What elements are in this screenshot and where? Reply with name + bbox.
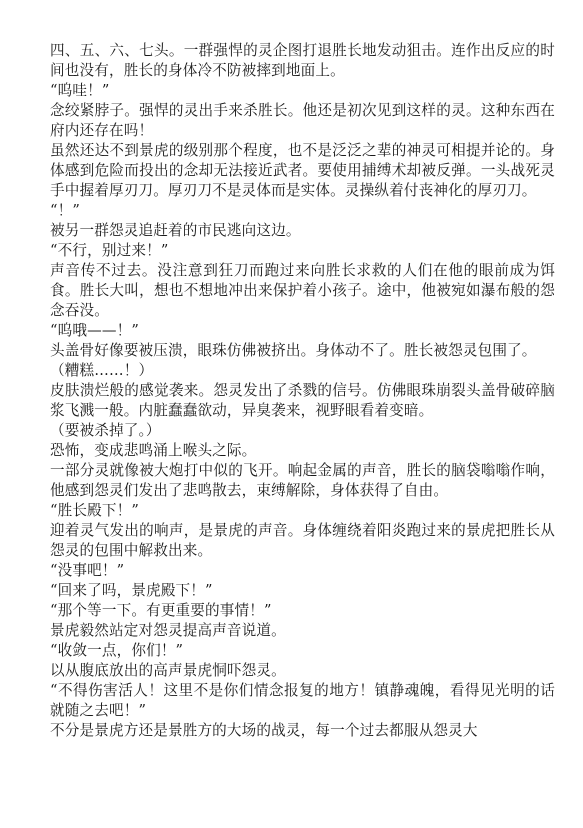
paragraph-6: 被另一群怨灵追赶着的市民逃向这边。 bbox=[50, 222, 301, 239]
paragraph-14: 恐怖，变成悲鸣涌上喉头之际。 bbox=[50, 442, 257, 459]
paragraph-1: 四、五、六、七头。一群强悍的灵企图打退胜长地发动狙击。连作出反应的时间也没有，胜长的身体冷不防被摔到地面上。 bbox=[50, 42, 555, 79]
paragraph-7: “不行，别过来！” bbox=[50, 242, 169, 259]
paragraph-5: “！” bbox=[50, 202, 80, 219]
paragraph-24: “不得伤害活人！这里不是你们情念报复的地方！镇静魂魄，看得见光明的话就随之去吧！” bbox=[50, 682, 555, 719]
paragraph-3: 念绞紧脖子。强悍的灵出手来杀胜长。他还是初次见到这样的灵。这种东西在府内还存在吗！ bbox=[50, 102, 555, 139]
paragraph-16: “胜长殿下！” bbox=[50, 502, 139, 519]
paragraph-23: 以从腹底放出的高声景虎恫吓怨灵。 bbox=[50, 662, 286, 679]
paragraph-18: “没事吧！” bbox=[50, 562, 125, 579]
paragraph-8: 声音传不过去。没注意到狂刀而跑过来向胜长求救的人们在他的眼前成为饵食。胜长大叫，想也不想地冲出来保护着小孩子。途中，他被宛如瀑布般的怨念吞没。 bbox=[50, 262, 555, 319]
paragraph-22: “收敛一点，你们！” bbox=[50, 642, 184, 659]
paragraph-2: “呜哇！” bbox=[50, 82, 110, 99]
paragraph-15: 一部分灵就像被大炮打中似的飞开。响起金属的声音，胜长的脑袋嗡嗡作响，他感到怨灵们发出了悲鸣散去，束缚解除，身体获得了自由。 bbox=[50, 462, 555, 499]
paragraph-9: “呜哦——！” bbox=[50, 322, 139, 339]
paragraph-12: 皮肤溃烂般的感觉袭来。怨灵发出了杀戮的信号。仿佛眼珠崩裂头盖骨破碎脑浆飞溅一般。内脏蠢蠢欲动，异臭袭来，视野眼看着变暗。 bbox=[50, 382, 555, 419]
paragraph-21: 景虎毅然站定对怨灵提高声音说道。 bbox=[50, 622, 286, 639]
paragraph-20: “那个等一下。有更重要的事情！” bbox=[50, 602, 272, 619]
paragraph-17: 迎着灵气发出的响声，是景虎的声音。身体缠绕着阳炎跑过来的景虎把胜长从怨灵的包围中解救出来。 bbox=[50, 522, 555, 559]
paragraph-11: （糟糕……！） bbox=[50, 362, 154, 379]
paragraph-25: 不分是景虎方还是景胜方的大场的战灵，每一个过去都服从怨灵大 bbox=[50, 722, 478, 739]
paragraph-19: “回来了吗，景虎殿下！” bbox=[50, 582, 213, 599]
paragraph-10: 头盖骨好像要被压溃，眼珠仿佛被挤出。身体动不了。胜长被怨灵包围了。 bbox=[50, 342, 537, 359]
paragraph-4: 虽然还达不到景虎的级别那个程度，也不是泛泛之辈的神灵可相提并论的。身体感到危险而投出的念却无法接近武者。要使用捕缚术却被反弹。一头战死灵手中握着厚刃刀。厚刃刀不是灵体而是实体。灵操纵着付丧神化的厚刃刀。 bbox=[50, 142, 555, 199]
paragraph-13: （要被杀掉了。） bbox=[50, 422, 161, 439]
